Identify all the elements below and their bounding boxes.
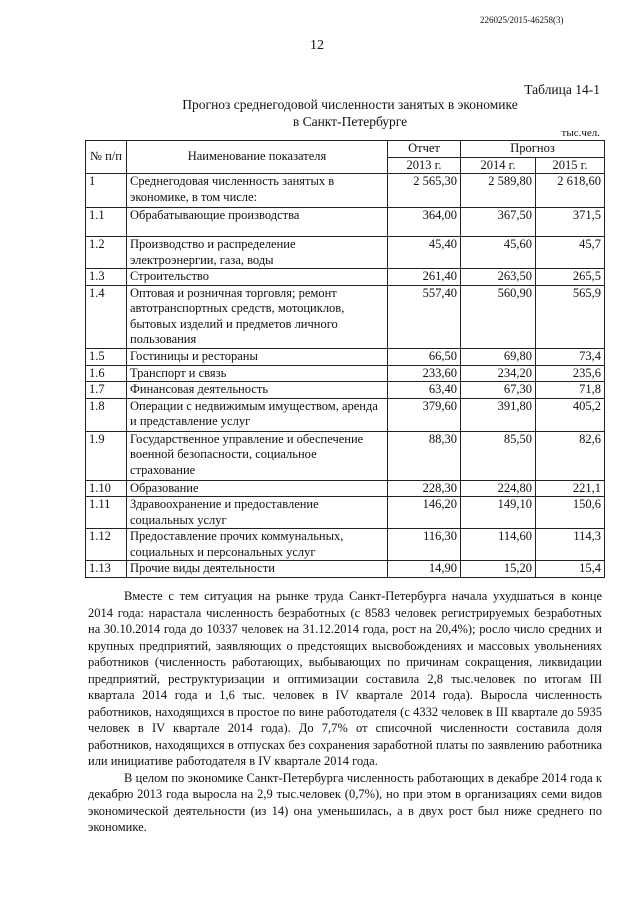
value-2013: 379,60 — [388, 398, 461, 431]
value-2015: 71,8 — [536, 382, 605, 399]
table-row — [86, 269, 605, 286]
row-number: 1.12 — [86, 529, 127, 561]
value-2015: 150,6 — [536, 497, 605, 529]
row-name: Оптовая и розничная торговля; ремонт автотранспортных средств, мотоциклов, бытовых изделий и предметов личного пользования — [127, 285, 388, 348]
row-number: 1.9 — [86, 431, 127, 480]
value-2015: 2 618,60 — [536, 174, 605, 208]
table-row — [86, 348, 605, 365]
row-number: 1 — [86, 174, 127, 208]
value-2015: 114,3 — [536, 529, 605, 561]
value-2015: 265,5 — [536, 269, 605, 286]
title-line-2: в Санкт-Петербурге — [292, 114, 408, 129]
value-2014: 263,50 — [461, 269, 536, 286]
value-2015: 45,7 — [536, 237, 605, 269]
row-number: 1.4 — [86, 285, 127, 348]
value-2013: 2 565,30 — [388, 174, 461, 208]
row-number: 1.2 — [86, 237, 127, 269]
unit-label: тыс.чел. — [561, 127, 600, 139]
value-2013: 261,40 — [388, 269, 461, 286]
value-2015: 235,6 — [536, 365, 605, 382]
value-2014: 234,20 — [461, 365, 536, 382]
body-text — [88, 588, 602, 836]
table-row — [86, 431, 605, 480]
table-title — [120, 96, 580, 130]
value-2014: 85,50 — [461, 431, 536, 480]
header-name: Наименование показателя — [127, 141, 388, 174]
value-2015: 221,1 — [536, 480, 605, 497]
value-2015: 15,4 — [536, 561, 605, 578]
page-number: 12 — [310, 38, 324, 53]
row-name: Производство и распределение электроэнергии, газа, воды — [127, 237, 388, 269]
paragraph: В целом по экономике Санкт-Петербурга численность работающих в декабре 2014 года к декабрю 2013 года выросла на 2,9 тыс.человек (0,7%), но при этом в организациях семи видов экономической деятельности (из 14) она уменьшилась, а в двух рост был ниже среднего по экономике. — [88, 770, 602, 834]
row-number: 1.10 — [86, 480, 127, 497]
table-row — [86, 174, 605, 208]
table-number: Таблица 14-1 — [524, 82, 600, 97]
row-number: 1.8 — [86, 398, 127, 431]
row-number: 1.3 — [86, 269, 127, 286]
table-row — [86, 529, 605, 561]
header-no: № п/п — [86, 141, 127, 174]
row-number: 1.7 — [86, 382, 127, 399]
value-2013: 364,00 — [388, 208, 461, 237]
value-2014: 2 589,80 — [461, 174, 536, 208]
document-id: 226025/2015-46258(3) — [480, 15, 564, 25]
header-2013: 2013 г. — [388, 157, 461, 174]
title-line-1: Прогноз среднегодовой численности занятых в экономике — [182, 97, 518, 112]
row-name: Среднегодовая численность занятых в экономике, в том числе: — [127, 174, 388, 208]
row-number: 1.6 — [86, 365, 127, 382]
value-2014: 367,50 — [461, 208, 536, 237]
value-2014: 15,20 — [461, 561, 536, 578]
value-2013: 228,30 — [388, 480, 461, 497]
row-name: Прочие виды деятельности — [127, 561, 388, 578]
value-2015: 73,4 — [536, 348, 605, 365]
table-row — [86, 285, 605, 348]
value-2014: 114,60 — [461, 529, 536, 561]
table-row — [86, 382, 605, 399]
value-2013: 557,40 — [388, 285, 461, 348]
row-name: Предоставление прочих коммунальных, социальных и персональных услуг — [127, 529, 388, 561]
value-2013: 88,30 — [388, 431, 461, 480]
row-name: Обрабатывающие производства — [127, 208, 388, 237]
table-row — [86, 365, 605, 382]
value-2015: 371,5 — [536, 208, 605, 237]
value-2014: 224,80 — [461, 480, 536, 497]
header-report: Отчет — [388, 141, 461, 158]
table-row — [86, 561, 605, 578]
row-name: Строительство — [127, 269, 388, 286]
row-name: Операции с недвижимым имуществом, аренда и представление услуг — [127, 398, 388, 431]
row-name: Финансовая деятельность — [127, 382, 388, 399]
value-2013: 14,90 — [388, 561, 461, 578]
table-row — [86, 237, 605, 269]
row-number: 1.13 — [86, 561, 127, 578]
row-number: 1.1 — [86, 208, 127, 237]
value-2015: 405,2 — [536, 398, 605, 431]
table-row — [86, 497, 605, 529]
value-2015: 565,9 — [536, 285, 605, 348]
value-2014: 149,10 — [461, 497, 536, 529]
value-2013: 63,40 — [388, 382, 461, 399]
employment-forecast-table — [85, 140, 605, 578]
table-row — [86, 480, 605, 497]
row-name: Государственное управление и обеспечение военной безопасности, социальное страхование — [127, 431, 388, 480]
value-2015: 82,6 — [536, 431, 605, 480]
value-2013: 116,30 — [388, 529, 461, 561]
header-2014: 2014 г. — [461, 157, 536, 174]
value-2013: 146,20 — [388, 497, 461, 529]
row-name: Транспорт и связь — [127, 365, 388, 382]
value-2013: 233,60 — [388, 365, 461, 382]
row-name: Образование — [127, 480, 388, 497]
row-name: Здравоохранение и предоставление социальных услуг — [127, 497, 388, 529]
header-forecast: Прогноз — [461, 141, 605, 158]
header-2015: 2015 г. — [536, 157, 605, 174]
value-2014: 45,60 — [461, 237, 536, 269]
value-2014: 67,30 — [461, 382, 536, 399]
table-row — [86, 208, 605, 237]
table-row — [86, 398, 605, 431]
value-2013: 66,50 — [388, 348, 461, 365]
row-name: Гостиницы и рестораны — [127, 348, 388, 365]
row-number: 1.5 — [86, 348, 127, 365]
row-number: 1.11 — [86, 497, 127, 529]
paragraph: Вместе с тем ситуация на рынке труда Санкт-Петербурга начала ухудшаться в конце 2014 года: нарастала численность безработных (с 8583 человек регистрируемых безработных на 30.10.2014 года до 10337 человек на 31.12.2014 года, рост на 20,4%); росло число средних и крупных предприятий, заявляющих о предстоящих высвобождениях и массовых увольнениях работников (численность работающих, выбывающих по причинам сокращения, ликвидации предприятий, реструктуризации и оптимизации составила 2,8 тыс.человек по итогам III квартала 2014 года и 1,6 тыс. человек в IV квартале 2014 года). Выросла численность работников, находящихся в простое по вине работодателя (с 4332 человек в III квартале до 5935 человек в IV квартале 2014 года). До 7,7% от списочной численности составила доля работников, находящихся в отпусках без сохранения заработной платы по заявлению работника или инициативе работодателя в IV квартале 2014 года. — [88, 589, 602, 768]
value-2014: 560,90 — [461, 285, 536, 348]
value-2014: 391,80 — [461, 398, 536, 431]
value-2014: 69,80 — [461, 348, 536, 365]
value-2013: 45,40 — [388, 237, 461, 269]
